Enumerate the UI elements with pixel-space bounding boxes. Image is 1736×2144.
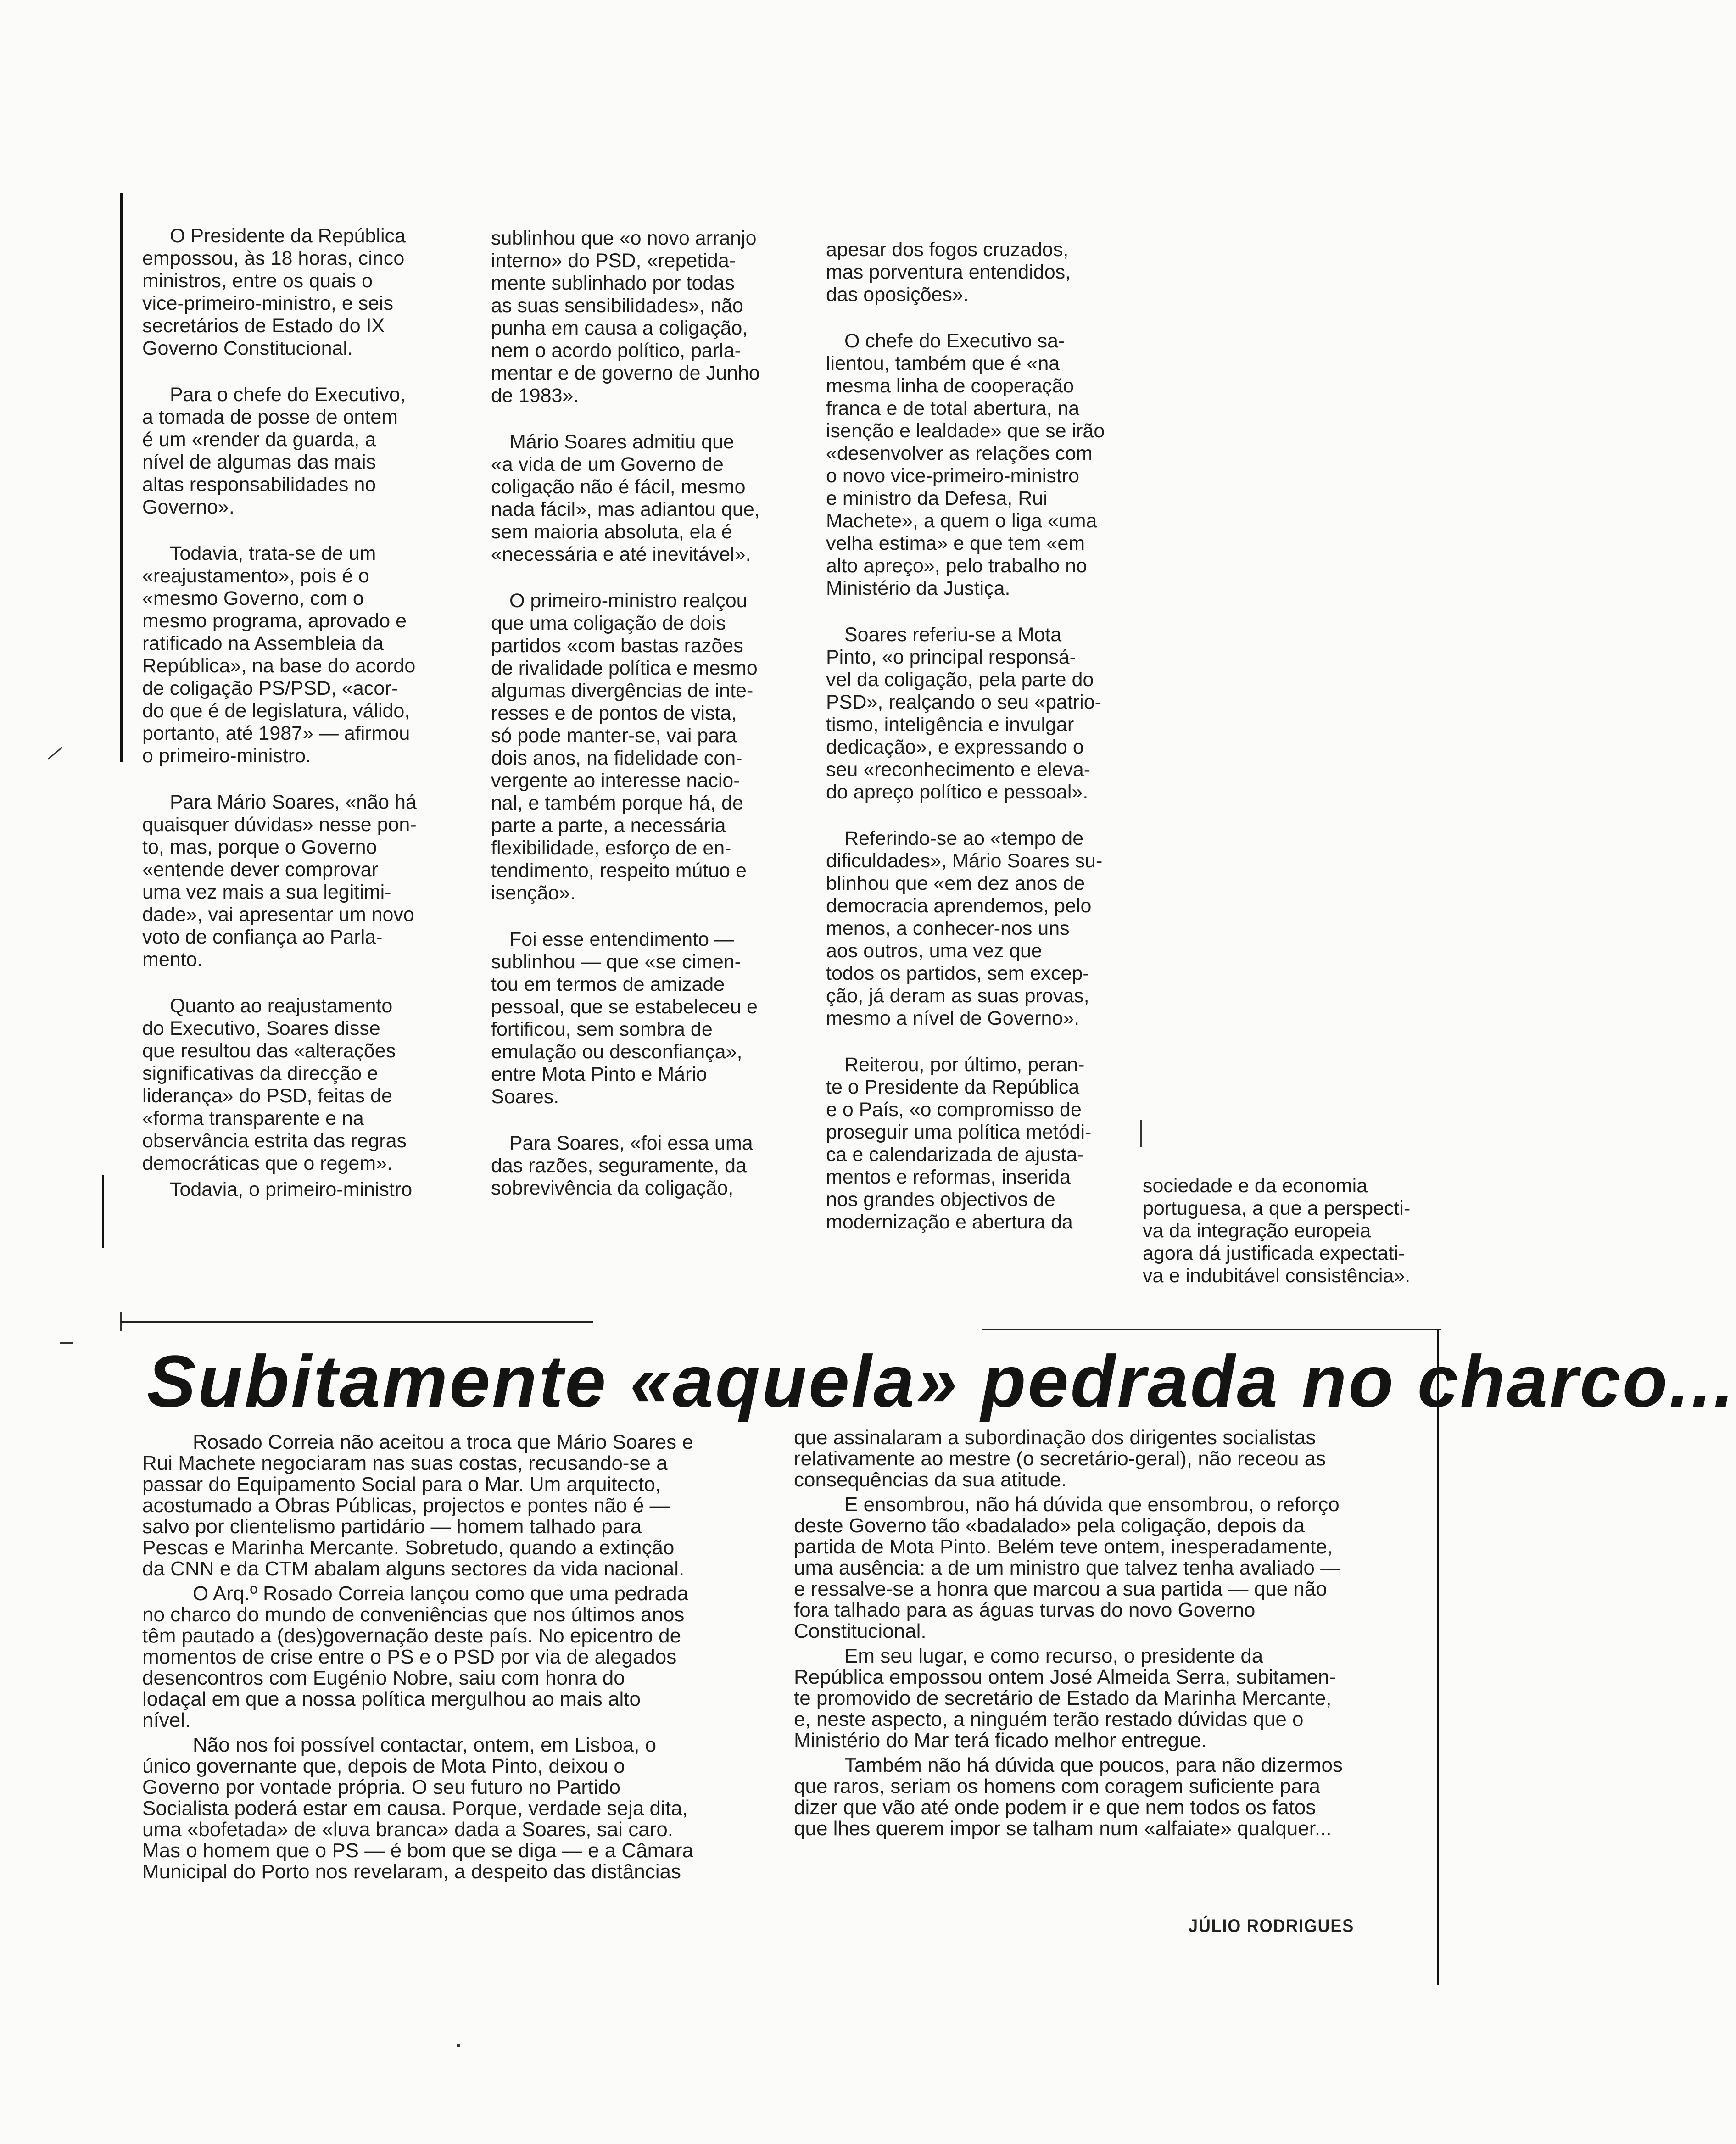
stray-mark: [48, 747, 63, 759]
paragraph: O primeiro-ministro realçou que uma coligação de dois partidos «com bastas razões de rivalidade política e mesmo algumas divergências de inte- resses e de pontos de vista, só pode manter-se, vai para dois anos, na fidelidade con- vergente ao interesse nacio- nal, e também porque há, de parte a parte, a necessária flexibilidade, esforço de en- tendimento, respeito mútuo e isenção».: [491, 590, 758, 904]
article-top-column-3: [826, 239, 1138, 1257]
paragraph: Para Mário Soares, «não há quaisquer dúvidas» nesse pon- to, mas, porque o Governo «entende dever comprovar uma vez mais a sua legitimi- dade», vai apresentar um novo voto de confiança ao Parla- mento.: [142, 791, 417, 971]
paragraph: Soares referiu-se a Mota Pinto, «o principal responsá- vel da coligação, pela parte do PSD», realçando o seu «patrio- tismo, inteligência e invulgar dedicação», e expressando o seu «reconhecimento e eleva- do apreço político e pessoal».: [826, 624, 1101, 803]
paragraph: Foi esse entendimento — sublinhou — que «se cimen- tou em termos de amizade pessoal, que se estabeleceu e fortificou, sem sombra de emulação ou desconfiança», entre Mota Pinto e Mário Soares.: [491, 928, 758, 1108]
stray-mark: [1140, 1120, 1142, 1147]
stray-mark: [457, 2044, 460, 2047]
paragraph: O Presidente da República empossou, às 18 horas, cinco ministros, entre os quais o vice-primeiro-ministro, e seis secretários de Estado do IX Governo Constitucional.: [142, 225, 406, 359]
article-bottom-column-2: [794, 1427, 1423, 1843]
paragraph: Referindo-se ao «tempo de dificuldades», Mário Soares su- blinhou que «em dez anos de democracia aprendemos, pelo menos, a conhecer-nos uns aos outros, uma vez que todos os partidos, sem excep- ção, já deram as suas provas, mesmo a nível de Governo».: [826, 827, 1103, 1029]
paragraph: Rosado Correia não aceitou a troca que Mário Soares e Rui Machete negociaram nas suas costas, recusando-se a passar do Equipamento Social para o Mar. Um arquitecto, acostumado a Obras Públicas, projectos e pontes não é — salvo por clientelismo partidário — homem talhado para Pescas e Marinha Mercante. Sobretudo, quando a extinção da CNN e da CTM abalam alguns sectores da vida nacional.: [142, 1431, 693, 1580]
section-rule-left: [120, 1321, 593, 1323]
paragraph: que assinalaram a subordinação dos dirigentes socialistas relativamente ao mestre (o secretário-geral), não receou as consequências da sua atitude.: [794, 1426, 1326, 1491]
article-bottom-column-1: [142, 1432, 753, 1886]
paragraph: Mário Soares admitiu que «a vida de um Governo de coligação não é fácil, mesmo nada fácil», mas adiantou que, sem maioria absoluta, ela é «necessária e até inevitável».: [491, 431, 760, 565]
author-byline: JÚLIO RODRIGUES: [1189, 1916, 1355, 1936]
left-margin-bar-lower: [102, 1175, 104, 1248]
left-margin-bar: [120, 193, 123, 762]
paragraph: Para Soares, «foi essa uma das razões, seguramente, da sobrevivência da coligação,: [491, 1132, 753, 1199]
paragraph: O chefe do Executivo sa- lientou, também que é «na mesma linha de cooperação franca e de total abertura, na isenção e lealdade» que se irão «desenvolver as relações com o novo vice-primeiro-ministro e ministro da Defesa, Rui Machete», a quem o liga «uma velha estima» e que tem «em alto apreço», pelo trabalho no Ministério da Justiça.: [826, 330, 1105, 599]
paragraph: Não nos foi possível contactar, ontem, em Lisboa, o único governante que, depois de Mota Pinto, deixou o Governo por vontade própria. O seu futuro no Partido Socialista poderá estar em causa. Porque, verdade seja dita, uma «bofetada» de «luva branca» dada a Soares, sai caro. Mas o homem que o PS — é bom que se diga — e a Câmara Municipal do Porto nos revelaram, a despeito das distâncias: [142, 1734, 693, 1883]
paragraph: Todavia, o primeiro-ministro: [170, 1178, 413, 1200]
paragraph: Em seu lugar, e como recurso, o presidente da República empossou ontem José Almeida Serra, subitamen- te promovido de secretário de Estado da Marinha Mercante, e, neste aspecto, a ninguém terão restado dúvidas que o Ministério do Mar terá ficado melhor entregue.: [794, 1645, 1336, 1752]
headline: Subitamente «aquela» pedrada no charco...: [147, 1340, 1736, 1422]
article-top-column-4: [1143, 1175, 1446, 1311]
section-rule-right: [982, 1329, 1441, 1330]
box-rule-right: [1437, 1329, 1439, 1985]
paragraph: apesar dos fogos cruzados, mas porventura entendidos, das oposições».: [826, 239, 1071, 306]
paragraph: sociedade e da economia portuguesa, a que a perspecti- va da integração europeia agora dá justificada expectati- va e indubitável consistência».: [1143, 1175, 1411, 1287]
paragraph: Reiterou, por último, peran- te o Presidente da República e o País, «o compromisso de proseguir uma política metódi- ca e calendarizada de ajusta- mentos e reformas, inserida nos grandes objectivos de modernização e abertura da: [826, 1054, 1092, 1233]
paragraph: Quanto ao reajustamento do Executivo, Soares disse que resultou das «alterações significativas da direcção e liderança» do PSD, feitas de «forma transparente e na observância estrita das regras democráticas que o regem».: [142, 995, 407, 1174]
paragraph: Também não há dúvida que poucos, para não dizermos que raros, seriam os homens com coragem suficiente para dizer que vão até onde podem ir e que nem todos os fatos que lhes querem impor se talham num «alfaiate» qualquer...: [794, 1754, 1343, 1840]
paragraph: O Arq.º Rosado Correia lançou como que uma pedrada no charco do mundo de conveniências que nos últimos anos têm pautado a (des)governação deste país. No epicentro de momentos de crise entre o PS e o PSD por via de alegados desencontros com Eugénio Nobre, saiu com honra do lodaçal em que a nossa política mergulhou ao mais alto nível.: [142, 1582, 689, 1731]
paragraph: Todavia, trata-se de um «reajustamento», pois é o «mesmo Governo, com o mesmo programa, aprovado e ratificado na Assembleia da República», na base do acordo de coligação PS/PSD, «acor- do que é de legislatura, válido, portanto, até 1987» — afirmou o primeiro-ministro.: [142, 542, 416, 767]
paragraph: E ensombrou, não há dúvida que ensombrou, o reforço deste Governo tão «badalado» pela coligação, depois da partida de Mota Pinto. Belém teve ontem, inesperadamente, uma ausência: a de um ministro que talvez tenha avaliado — e ressalve-se a honra que marcou a sua partida — que não fora talhado para as águas turvas do novo Governo Constitucional.: [794, 1493, 1341, 1642]
stray-mark: [60, 1342, 73, 1344]
paragraph: sublinhou que «o novo arranjo interno» do PSD, «repetida- mente sublinhado por todas as suas sensibilidades», não punha em causa a coligação, nem o acordo político, parla- mentar e de governo de Junho de 1983».: [491, 227, 760, 407]
article-top-column-2: [491, 227, 794, 1223]
paragraph: Para o chefe do Executivo, a tomada de posse de ontem é um «render da guarda, a nível de algumas das mais altas responsabilidades no Governo».: [142, 384, 406, 518]
article-top-column-1: [142, 225, 463, 1225]
